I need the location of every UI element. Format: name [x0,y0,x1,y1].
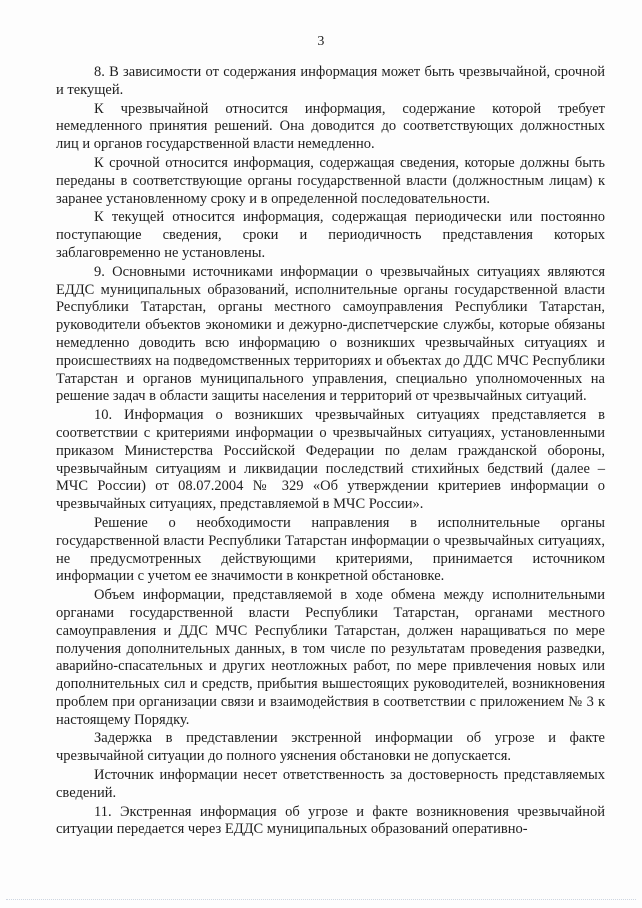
paragraph-10: 10. Информация о возникших чрезвычайных ситуациях представляется в соответствии с критериями информации о чрезвычайных ситуациях, установленными приказом Министерства Российской Федерации по делам гражданской обороны, чрезвычайным ситуациям и ликвидации последствий стихийных бедствий (далее – МЧС России) от 08.07.2004 № 329 «Об утверждении критериев информации о чрезвычайных ситуациях, представляемой в МЧС России». [56,407,605,513]
paragraph-priority-definition: К срочной относится информация, содержащая сведения, которые должны быть переданы в соответствующие органы государственной власти (должностным лицам) к заранее установленному сроку и в определенной последовательности. [56,154,605,207]
page-number: 3 [317,34,325,49]
scan-edge-divider [6,899,636,900]
paragraph-responsibility: Источник информации несет ответственность за достоверность представляемых сведений. [56,767,605,801]
paragraph-8: 8. В зависимости от содержания информация может быть чрезвычайной, срочной и текущей. [56,64,605,98]
paragraph-9: 9. Основными источниками информации о чрезвычайных ситуациях являются ЕДДС муниципальных образований, исполнительные органы государственной власти Республики Татарстан, органы местного самоуправления Республики Татарстан, руководители объектов экономики и дежурно-диспетчерские службы, которые обязаны немедленно доводить всю информацию о возникших чрезвычайных ситуациях и происшествиях на подведомственных территориях и объектах до ДДС МЧС Республики Татарстан и органов муниципального управления, специально уполномоченных на решение задач в области защиты населения и территорий от чрезвычайных ситуаций. [56,263,605,405]
paragraph-decision: Решение о необходимости направления в исполнительные органы государственной власти Республики Татарстан информации о чрезвычайных ситуациях, не предусмотренных действующими критериями, принимается источником информации с учетом ее значимости в конкретной обстановке. [56,514,605,585]
paragraph-urgent-definition: К чрезвычайной относится информация, содержание которой требует немедленного принятия решений. Она доводится до соответствующих должностных лиц и органов государственной власти немедленно. [56,100,605,153]
document-body [56,64,605,839]
paragraph-delay: Задержка в представлении экстренной информации об угрозе и факте чрезвычайной ситуации до полного уяснения обстановки не допускается. [56,730,605,765]
paragraph-volume: Объем информации, представляемой в ходе обмена между исполнительными органами государственной власти Республики Татарстан, органами местного самоуправления и ДДС МЧС Республики Татарстан, должен наращиваться по мере получения дополнительных данных, в том числе по результатам проведения разведки, аварийно-спасательных и других неотложных работ, по мере привлечения новых или дополнительных сил и средств, прибытия вышестоящих руководителей, возникновения проблем при организации связи и взаимодействия в соответствии с приложением № 3 к настоящему Порядку. [56,587,605,728]
paragraph-current-definition: К текущей относится информация, содержащая периодически или постоянно поступающие сведения, сроки и периодичность представления которых заблаговременно не установлены. [56,209,605,261]
paragraph-11: 11. Экстренная информация об угрозе и факте возникновения чрезвычайной ситуации передается через ЕДДС муниципальных образований оперативно- [56,803,605,838]
